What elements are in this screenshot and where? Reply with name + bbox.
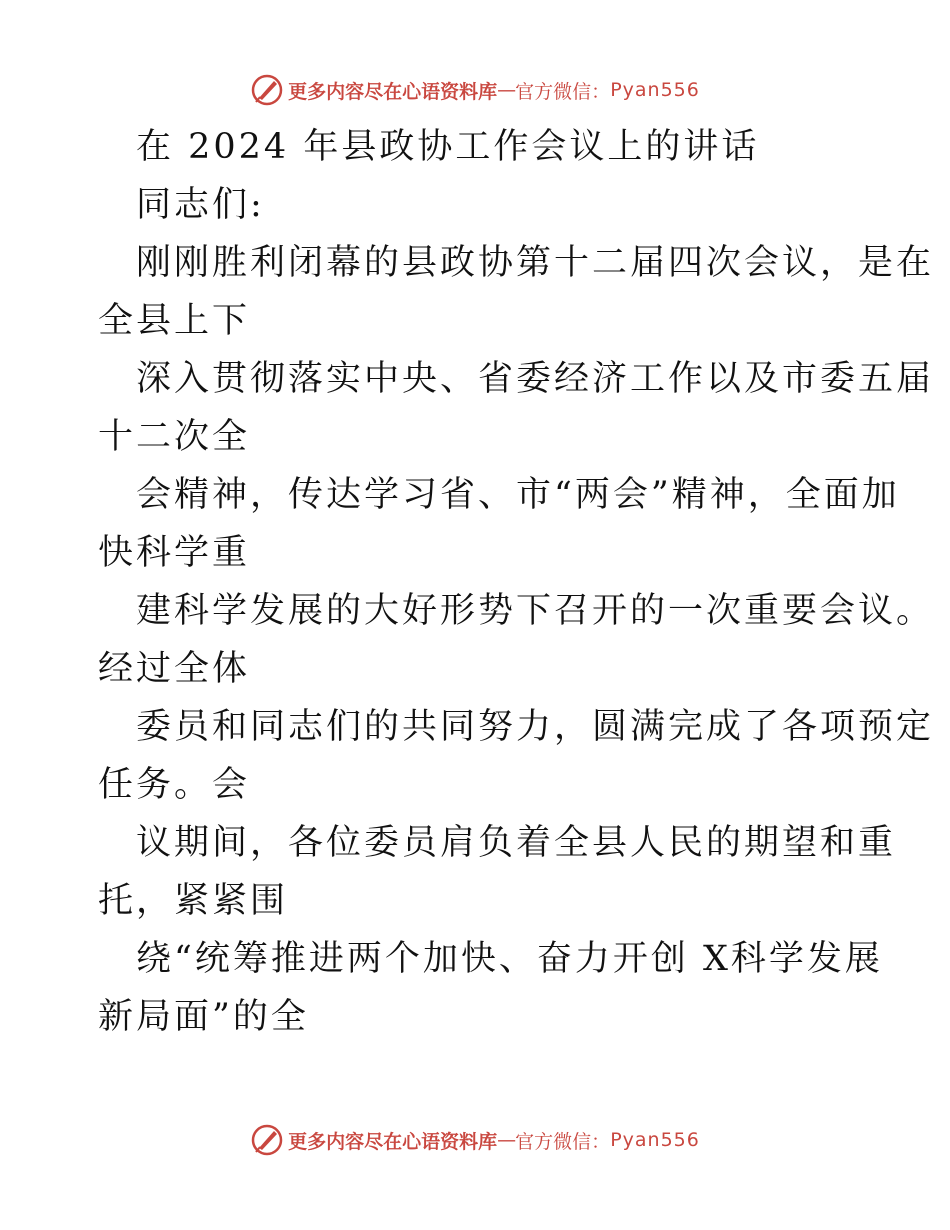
footer-banner <box>0 1120 950 1160</box>
banner-wechat-id: Pyan556 <box>610 1129 700 1151</box>
banner-wechat-label: 官方微信： <box>515 1130 611 1153</box>
paragraph-line: 托，紧紧围 <box>98 881 289 921</box>
paragraph-line: 任务。会 <box>98 765 251 805</box>
banner-dash: — <box>497 79 516 101</box>
banner-wechat-label: 官方微信： <box>515 80 611 103</box>
paragraph-line: 委员和同志们的共同努力，圆满完成了各项预定 <box>136 707 935 747</box>
banner-dash: — <box>497 1129 516 1151</box>
paragraph-line: 议期间，各位委员肩负着全县人民的期望和重 <box>136 823 897 863</box>
paragraph-line: 全县上下 <box>98 301 251 341</box>
banner-site-name: 更多内容尽在心语资料库 <box>288 80 498 103</box>
paragraph-line: 快科学重 <box>98 533 251 573</box>
paragraph-line: 会精神，传达学习省、市“两会”精神，全面加 <box>136 475 900 515</box>
paragraph-line: 绕“统筹推进两个加快、奋力开创 X科学发展 <box>136 939 883 979</box>
paragraph-line: 十二次全 <box>98 417 251 457</box>
paragraph-line: 深入贯彻落实中央、省委经济工作以及市委五届 <box>136 359 935 399</box>
paragraph-line: 建科学发展的大好形势下召开的一次重要会议。 <box>136 591 935 631</box>
document-body <box>98 118 935 1046</box>
document-title: 在 2024 年县政协工作会议上的讲话 <box>136 127 760 167</box>
paragraph-line: 经过全体 <box>98 649 251 689</box>
header-banner <box>0 70 950 110</box>
quill-logo-icon <box>250 73 284 107</box>
banner-wechat-id: Pyan556 <box>610 79 700 101</box>
salutation: 同志们: <box>136 185 265 225</box>
banner-site-name: 更多内容尽在心语资料库 <box>288 1130 498 1153</box>
paragraph-line: 刚刚胜利闭幕的县政协第十二届四次会议，是在 <box>136 243 935 283</box>
quill-logo-icon <box>250 1123 284 1157</box>
paragraph-line: 新局面”的全 <box>98 997 309 1037</box>
